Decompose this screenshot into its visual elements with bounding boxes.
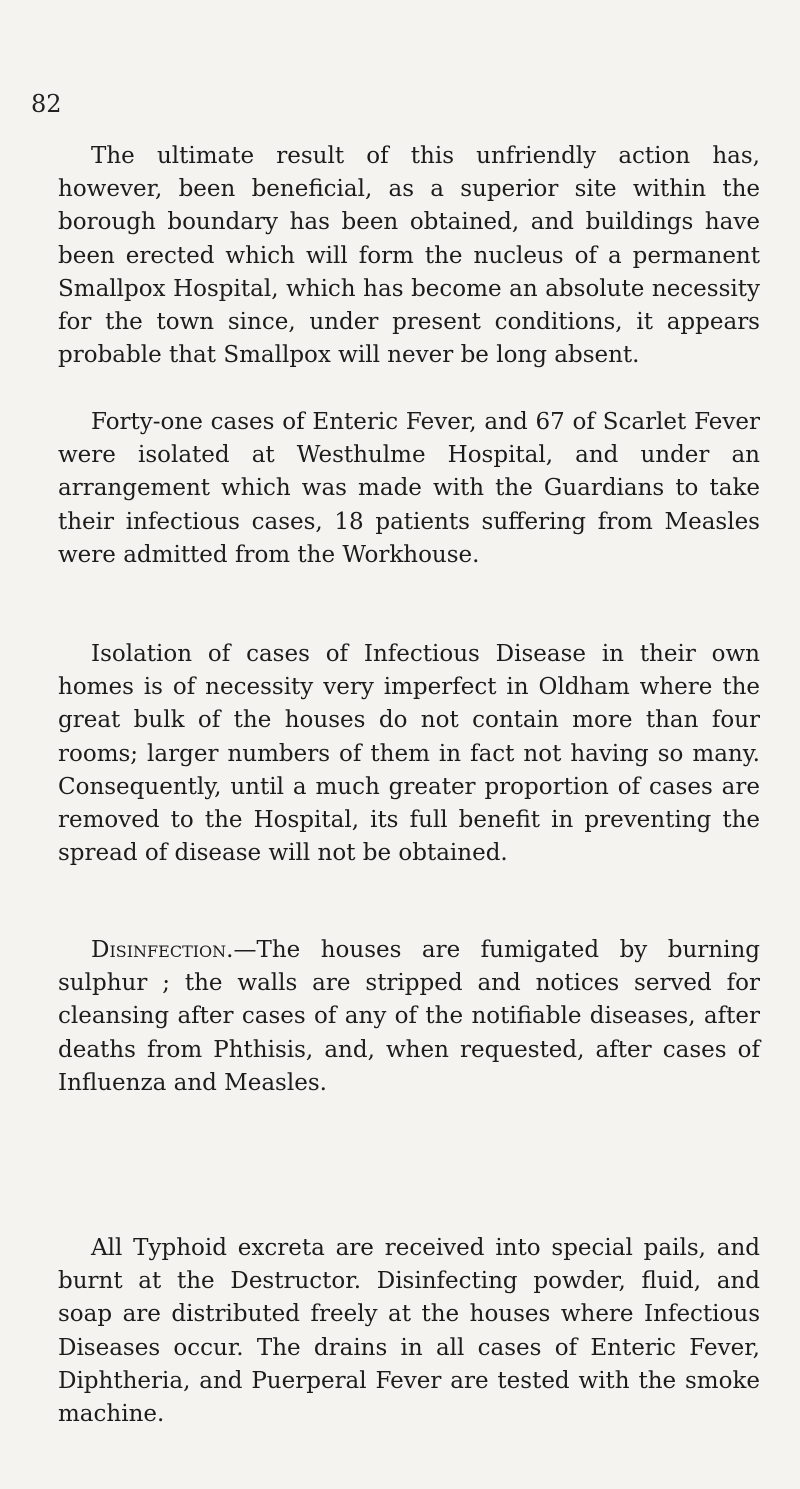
paragraph-home-isolation: Isolation of cases of Infectious Disease in their own homes is of necessity very imperfect in Oldham where the great bulk of the houses do not contain more than four rooms; larger numbers of them in fact not having so many. Consequently, until a much greater proportion of cases are removed to the Hospital, its full benefit in preventing the spread of disease will not be obtained. — [58, 641, 760, 867]
paragraph-typhoid-excreta: All Typhoid excreta are received into special pails, and burnt at the Destructor. Disinfecting powder, fluid, and soap are distributed freely at the houses where Infectious Diseases occur. The drains in all cases of Enteric Fever, Diphtheria, and Puerperal Fever are tested with the smoke machine. — [58, 1235, 760, 1428]
disinfection-heading: Disinfection. — [91, 937, 234, 963]
disinfection-body: —The houses are fumigated by burning sulphur ; the walls are stripped and notices served for cleansing after cases of any of the notifiable diseases, after deaths from Phthisis, and, when requested, after cases of Influenza and Measles. — [58, 937, 760, 1096]
paragraph-disinfection — [58, 934, 760, 1100]
page-number: 82 — [31, 90, 62, 118]
paragraph-isolation-cases: Forty-one cases of Enteric Fever, and 67 of Scarlet Fever were isolated at Westhulme Hospital, and under an arrangement which was made with the Guardians to take their infectious cases, 18 patients suffering from Measles were admitted from the Workhouse. — [58, 409, 760, 568]
paragraph-smallpox-hospital: The ultimate result of this unfriendly action has, however, been beneficial, as a superior site within the borough boundary has been obtained, and buildings have been erected which will form the nucleus of a permanent Smallpox Hospital, which has become an absolute necessity for the town since, under present conditions, it appears probable that Smallpox will never be long absent. — [58, 143, 760, 369]
